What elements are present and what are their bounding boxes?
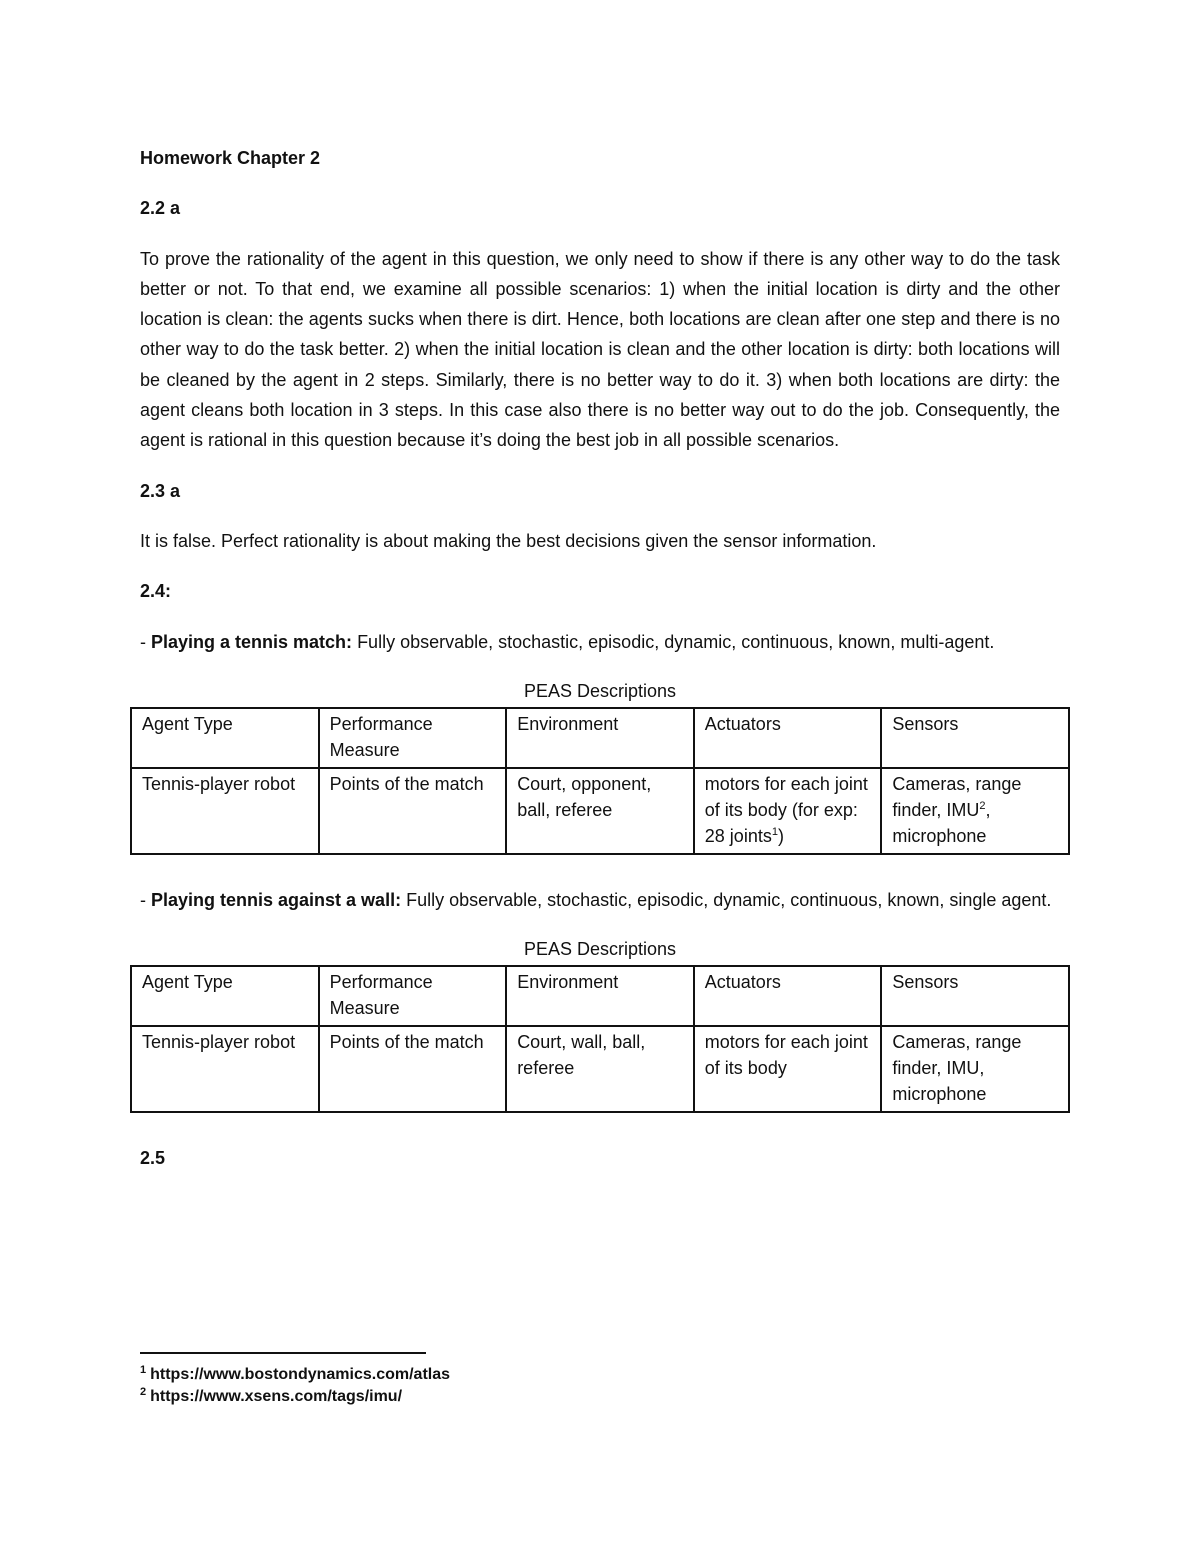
header-actuators: Actuators bbox=[694, 708, 882, 768]
sensors-end: , microphone bbox=[892, 799, 991, 846]
section-heading-2-5: 2.5 bbox=[140, 1148, 166, 1169]
footnote-ref-2: 2 bbox=[979, 799, 986, 812]
section-heading-2-3: 2.3 a bbox=[140, 480, 181, 501]
footnote-2 bbox=[140, 1386, 740, 1408]
cell-environment: Court, wall, ball, referee bbox=[506, 1026, 694, 1112]
footnote-number: 2 bbox=[140, 1385, 147, 1398]
header-actuators: Actuators bbox=[694, 966, 882, 1026]
bullet-label: Playing a tennis match: bbox=[151, 631, 353, 652]
header-performance-measure: Performance Measure bbox=[319, 708, 507, 768]
footnote-separator bbox=[140, 1352, 426, 1354]
table-header-row bbox=[131, 708, 1069, 768]
cell-agent-type: Tennis-player robot bbox=[131, 1026, 319, 1112]
header-sensors: Sensors bbox=[881, 708, 1069, 768]
actuators-text: motors for each joint of its body (for exp: 28 joints bbox=[704, 773, 868, 846]
peas-table-1 bbox=[130, 707, 1070, 855]
bullet-dash: - bbox=[140, 631, 151, 652]
actuators-close: ) bbox=[777, 825, 784, 846]
cell-sensors: Cameras, range finder, IMU, microphone bbox=[881, 1026, 1069, 1112]
bullet-tennis-wall bbox=[140, 885, 1060, 915]
cell-agent-type: Tennis-player robot bbox=[131, 768, 319, 854]
section-2-3-text: It is false. Perfect rationality is about making the best decisions given the sensor information. bbox=[140, 530, 877, 551]
table-header-row bbox=[131, 966, 1069, 1026]
document-body bbox=[140, 143, 1060, 1193]
header-agent-type: Agent Type bbox=[131, 708, 319, 768]
section-heading-2-4: 2.4: bbox=[140, 581, 172, 602]
header-agent-type: Agent Type bbox=[131, 966, 319, 1026]
sensors-text: Cameras, range finder, IMU bbox=[892, 773, 1022, 820]
table-caption-2: PEAS Descriptions bbox=[523, 939, 677, 960]
header-environment: Environment bbox=[506, 966, 694, 1026]
cell-performance: Points of the match bbox=[319, 1026, 507, 1112]
cell-performance: Points of the match bbox=[319, 768, 507, 854]
section-heading-2-2: 2.2 a bbox=[140, 198, 181, 219]
cell-actuators bbox=[694, 768, 882, 854]
cell-actuators: motors for each joint of its body bbox=[694, 1026, 882, 1112]
footnotes bbox=[140, 1352, 740, 1408]
section-2-2-text: To prove the rationality of the agent in this question, we only need to show if there is any other way to do the task better or not. To that end, we examine all possible scenarios: 1) when the initial location is dirty and the other location is clean: the agents sucks when there is dirt. Hence, both locations are clean after one step and there is no other way to do the task better. 2) when the initial location is clean and the other location is dirty: both locations will be cleaned by the agent in 2 steps. Similarly, there is no better way to do it. 3) when both locations are dirty: the agent cleans both location in 3 steps. In this case also there is no better way out to do the job. Consequently, the agent is rational in this question because it’s doing the best job in all possible scenarios. bbox=[140, 248, 1060, 451]
footnote-link[interactable]: https://www.xsens.com/tags/imu/ bbox=[150, 1388, 403, 1405]
footnote-1 bbox=[140, 1364, 740, 1386]
footnote-number: 1 bbox=[140, 1363, 147, 1376]
cell-environment: Court, opponent, ball, referee bbox=[506, 768, 694, 854]
footnote-ref-1: 1 bbox=[771, 825, 778, 838]
header-performance-measure: Performance Measure bbox=[319, 966, 507, 1026]
footnote-link[interactable]: https://www.bostondynamics.com/atlas bbox=[150, 1366, 451, 1383]
cell-sensors bbox=[881, 768, 1069, 854]
bullet-label: Playing tennis against a wall: bbox=[151, 889, 402, 910]
bullet-dash: - bbox=[140, 889, 151, 910]
header-sensors: Sensors bbox=[881, 966, 1069, 1026]
table-row bbox=[131, 1026, 1069, 1112]
bullet-text: Fully observable, stochastic, episodic, dynamic, continuous, known, single agent. bbox=[401, 889, 1052, 910]
document-title: Homework Chapter 2 bbox=[140, 148, 321, 168]
header-environment: Environment bbox=[506, 708, 694, 768]
table-row bbox=[131, 768, 1069, 854]
bullet-tennis-match bbox=[140, 627, 1060, 657]
bullet-text: Fully observable, stochastic, episodic, dynamic, continuous, known, multi-agent. bbox=[352, 631, 995, 652]
table-caption-1: PEAS Descriptions bbox=[523, 680, 677, 701]
peas-table-2 bbox=[130, 965, 1070, 1113]
